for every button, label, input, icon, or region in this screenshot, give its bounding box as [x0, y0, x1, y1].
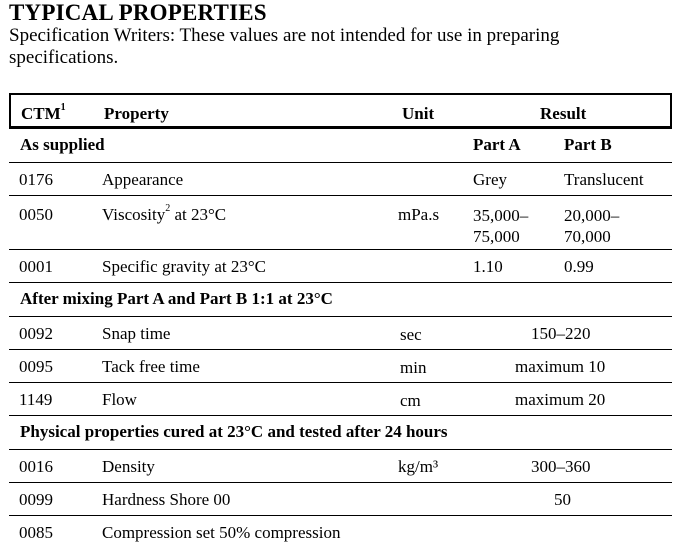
property-name: Viscosity$^2$ at 23°C — [102, 203, 227, 224]
table-row — [9, 483, 672, 516]
ctm-code: 0016 — [19, 457, 53, 476]
table-row — [9, 450, 672, 483]
ctm-code: 0001 — [19, 257, 53, 276]
page-title: TYPICAL PROPERTIES — [9, 0, 267, 25]
header-property: Property — [104, 104, 169, 123]
unit-value: mPa.s — [398, 205, 440, 224]
ctm-code: 0095 — [19, 357, 53, 376]
part-a-value: Grey — [473, 170, 507, 189]
header-result: Result — [540, 104, 587, 123]
section-physical — [9, 416, 672, 450]
part-b-value: 0.99 — [564, 257, 594, 276]
property-name: Snap time — [102, 324, 171, 343]
table-row — [9, 250, 672, 283]
header-unit: Unit — [402, 104, 435, 123]
table-header — [9, 93, 672, 129]
result-value: 300–360 — [531, 457, 591, 476]
table-row — [9, 383, 672, 416]
part-a-header: Part A — [473, 135, 521, 154]
part-b-value: 20,000– 70,000 — [564, 206, 620, 246]
property-name: Flow — [102, 390, 137, 409]
ctm-code: 0176 — [19, 170, 53, 189]
result-value: maximum 20 — [515, 390, 606, 409]
unit-value: sec — [400, 325, 422, 344]
result-value: 50 — [554, 490, 571, 509]
ctm-code: 1149 — [19, 390, 53, 409]
ctm-code: 0050 — [19, 205, 53, 224]
properties-table — [9, 93, 672, 549]
part-a-value: 1.10 — [473, 257, 503, 276]
table-row — [9, 196, 672, 250]
property-name: Tack free time — [102, 357, 200, 376]
unit-value: kg/m³ — [398, 457, 439, 476]
property-name: Appearance — [102, 170, 184, 189]
ctm-code: 0085 — [19, 523, 53, 542]
result-value: 150–220 — [531, 324, 591, 343]
property-name: Compression set 50% compression — [102, 523, 341, 542]
table-row — [9, 317, 672, 350]
section-label: After mixing Part A and Part B 1:1 at 23°C — [20, 289, 333, 308]
part-a-value: 35,000– 75,000 — [473, 206, 529, 246]
section-as-supplied — [9, 129, 672, 163]
table-row — [9, 516, 672, 549]
property-name: Density — [102, 457, 155, 476]
header-ctm: CTM$^1$ — [21, 102, 66, 123]
unit-value: min — [400, 358, 427, 377]
part-b-header: Part B — [564, 135, 612, 154]
section-after-mixing — [9, 283, 672, 317]
property-name: Specific gravity at 23°C — [102, 257, 267, 276]
property-name: Hardness Shore 00 — [102, 490, 231, 509]
page-subtitle: Specification Writers: These values are not intended for use in preparing specifications. — [9, 25, 560, 68]
section-label: As supplied — [20, 135, 105, 154]
section-label: Physical properties cured at 23°C and tested after 24 hours — [20, 422, 448, 441]
ctm-code: 0092 — [19, 324, 53, 343]
table-row — [9, 163, 672, 196]
result-value: maximum 10 — [515, 357, 606, 376]
unit-value: cm — [400, 391, 421, 410]
ctm-code: 0099 — [19, 490, 53, 509]
part-b-value: Translucent — [564, 170, 644, 189]
table-row — [9, 350, 672, 383]
